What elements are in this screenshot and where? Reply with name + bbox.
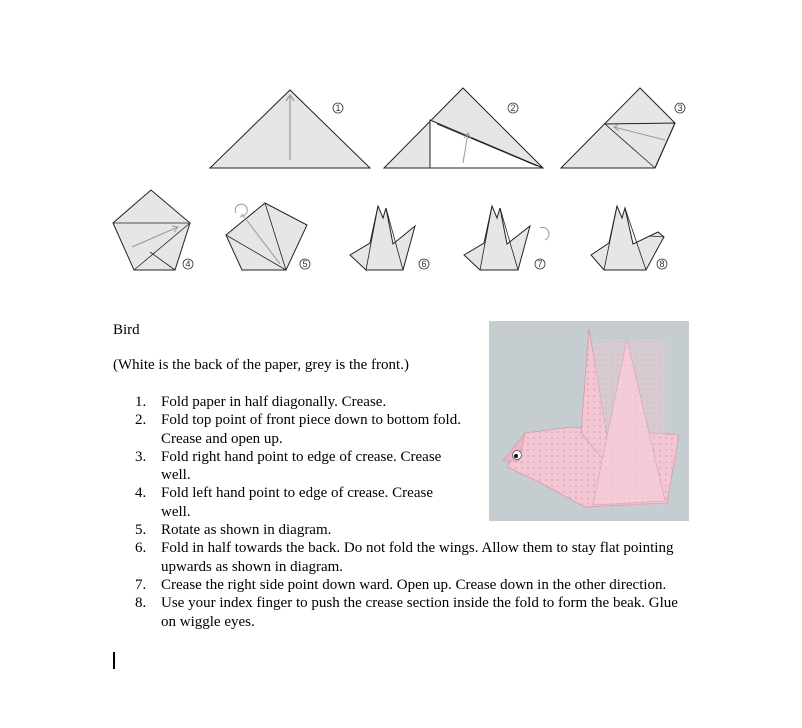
document-title: Bird	[113, 322, 140, 338]
diagram-step-4	[113, 190, 193, 270]
step-index: 7.	[135, 576, 147, 593]
list-item	[113, 411, 461, 448]
step-text: Fold top point of front piece down to bottom fold. Crease and open up.	[161, 412, 461, 447]
step-index: 3.	[135, 448, 147, 465]
bird-photo-illustration	[489, 321, 689, 521]
list-item	[113, 484, 461, 521]
list-item	[113, 539, 693, 576]
list-item	[113, 594, 693, 631]
step-text: Fold paper in half diagonally. Crease.	[161, 394, 387, 410]
diagram-step-2	[384, 88, 543, 168]
color-note: (White is the back of the paper, grey is the front.)	[113, 357, 409, 373]
step-number: 8	[659, 259, 665, 269]
text-cursor	[113, 652, 115, 669]
step-index: 4.	[135, 485, 147, 502]
step-number: 7	[537, 259, 543, 269]
step-index: 2.	[135, 412, 147, 429]
diagram-step-3	[561, 88, 685, 168]
step-text: Rotate as shown in diagram.	[161, 522, 332, 539]
step-index: 5.	[135, 522, 147, 539]
step-number: 5	[302, 259, 308, 269]
step-number: 4	[185, 259, 191, 269]
list-item	[113, 393, 461, 411]
step-text: Fold in half towards the back. Do not fold the wings. Allow them to stay flat pointing upwards as shown in diagram.	[161, 540, 674, 575]
diagram-step-7	[464, 206, 549, 270]
step-text: Fold left hand point to edge of crease. Crease well.	[161, 485, 433, 520]
diagram-step-5	[226, 203, 310, 270]
step-number: 6	[421, 259, 427, 269]
origami-bird-photo	[489, 321, 689, 521]
step-text: Fold right hand point to edge of crease. Crease well.	[161, 448, 442, 484]
step-index: 1.	[135, 394, 147, 410]
list-item	[113, 521, 461, 539]
step-text: Crease the right side point down ward. Open up. Crease down in the other direction.	[161, 576, 667, 593]
step-number: 1	[335, 103, 341, 113]
step-number: 2	[510, 103, 516, 113]
step-index: 6.	[135, 540, 147, 557]
step-number: 3	[677, 103, 683, 113]
list-item	[113, 448, 461, 485]
origami-diagrams	[0, 0, 802, 290]
step-index: 8.	[135, 595, 147, 612]
diagram-step-8	[591, 206, 667, 270]
diagram-step-1	[210, 90, 370, 168]
list-item	[113, 576, 693, 594]
diagram-step-6	[350, 206, 429, 270]
step-text: Use your index finger to push the crease section inside the fold to form the beak. Glue on wiggle eyes.	[161, 595, 678, 630]
